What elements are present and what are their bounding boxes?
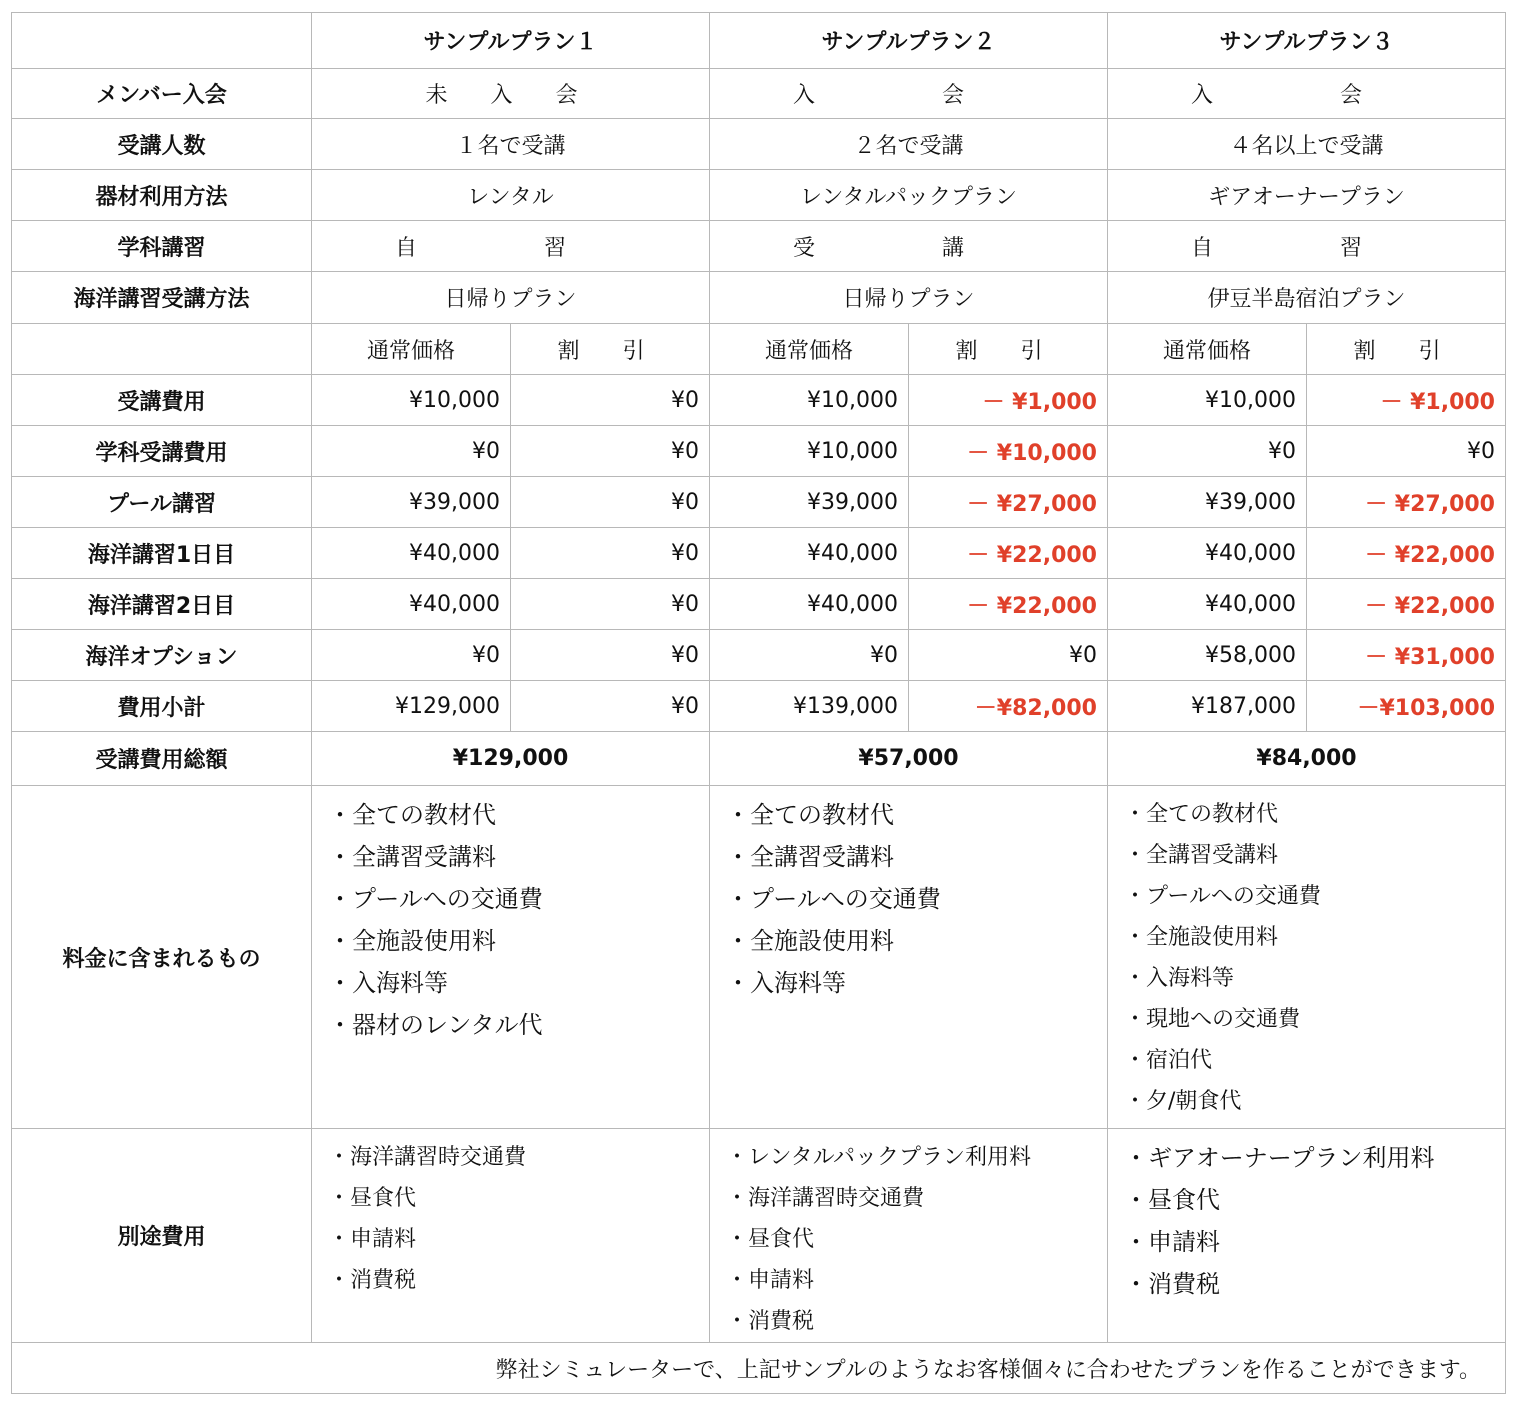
list-item: ・レンタルパックプラン利用料: [726, 1145, 1032, 1170]
regular-price-value: ¥0: [312, 426, 511, 477]
list-item: ・夕/朝食代: [1124, 1089, 1242, 1114]
discount-value: － ¥1,000: [909, 375, 1108, 426]
row-label: 海洋講習2日目: [12, 579, 312, 630]
plan-title: サンプルプラン３: [1108, 13, 1506, 69]
table-row: [12, 681, 1506, 732]
list-item: ・申請料: [1124, 1228, 1220, 1256]
corner-cell: [12, 13, 312, 69]
discount-value: ¥0: [511, 426, 710, 477]
list-item: ・ギアオーナープラン利用料: [1124, 1144, 1435, 1172]
list-item: ・プールへの交通費: [726, 885, 941, 913]
plan-title: サンプルプラン２: [710, 13, 1108, 69]
row-label: 受講費用: [12, 375, 312, 426]
plan-title: サンプルプラン１: [312, 13, 710, 69]
info-value: １名で受講: [312, 119, 710, 170]
included-list: [1108, 786, 1506, 1129]
list-item: ・入海料等: [328, 969, 448, 997]
list-item: ・海洋講習時交通費: [726, 1186, 925, 1211]
regular-price-value: ¥40,000: [710, 528, 909, 579]
row-label: 料金に含まれるもの: [12, 786, 312, 1129]
discount-value: － ¥22,000: [1307, 579, 1506, 630]
list-item: ・入海料等: [1124, 966, 1235, 991]
discount-value: － ¥22,000: [909, 528, 1108, 579]
row-label: 学科講習: [12, 221, 312, 272]
list-item: ・現地への交通費: [1124, 1007, 1301, 1032]
table-row: [12, 528, 1506, 579]
regular-price-header: 通常価格: [710, 324, 909, 375]
row-label: 海洋講習1日目: [12, 528, 312, 579]
regular-price-value: ¥10,000: [312, 375, 511, 426]
regular-price-value: ¥40,000: [312, 579, 511, 630]
regular-price-value: ¥40,000: [710, 579, 909, 630]
regular-price-value: ¥40,000: [312, 528, 511, 579]
table-row: [12, 69, 1506, 119]
discount-value: ¥0: [511, 477, 710, 528]
row-label: 受講人数: [12, 119, 312, 170]
list-item: ・プールへの交通費: [328, 885, 543, 913]
list-item: ・全ての教材代: [726, 801, 894, 829]
row-label: 海洋講習受講方法: [12, 272, 312, 324]
row-label: 器材利用方法: [12, 170, 312, 221]
included-list: [710, 786, 1108, 1129]
included-list: [312, 786, 710, 1129]
regular-price-value: ¥40,000: [1108, 528, 1307, 579]
list-item: ・消費税: [726, 1309, 815, 1334]
info-value: 未 入 会: [312, 69, 710, 119]
table-row: [12, 272, 1506, 324]
info-value: 入 会: [710, 69, 1108, 119]
table-row: [12, 732, 1506, 786]
discount-value: － ¥27,000: [1307, 477, 1506, 528]
regular-price-value: ¥0: [312, 630, 511, 681]
list-item: ・宿泊代: [1124, 1048, 1213, 1073]
list-item: ・全ての教材代: [328, 801, 496, 829]
discount-value: － ¥10,000: [909, 426, 1108, 477]
extra-cost-list: [1108, 1129, 1506, 1343]
info-value: ギアオーナープラン: [1108, 170, 1506, 221]
discount-header: 割 引: [511, 324, 710, 375]
discount-value: － ¥22,000: [1307, 528, 1506, 579]
list-item: ・消費税: [1124, 1270, 1220, 1298]
table-row: [12, 119, 1506, 170]
row-label: メンバー入会: [12, 69, 312, 119]
table-row: [12, 221, 1506, 272]
list-item: ・全ての教材代: [1124, 802, 1279, 827]
list-item: ・全施設使用料: [1124, 925, 1279, 950]
regular-price-value: ¥39,000: [710, 477, 909, 528]
empty-label-cell: [12, 324, 312, 375]
list-item: ・昼食代: [328, 1186, 417, 1211]
plan-comparison-table: [11, 12, 1506, 1394]
regular-price-value: ¥10,000: [710, 426, 909, 477]
info-value: ４名以上で受講: [1108, 119, 1506, 170]
regular-price-value: ¥39,000: [1108, 477, 1307, 528]
info-value: 伊豆半島宿泊プラン: [1108, 272, 1506, 324]
info-value: 受 講: [710, 221, 1108, 272]
info-value: 自 習: [312, 221, 710, 272]
discount-value: －¥82,000: [909, 681, 1108, 732]
list-item: ・海洋講習時交通費: [328, 1145, 527, 1170]
regular-price-value: ¥39,000: [312, 477, 511, 528]
table-row: [12, 375, 1506, 426]
regular-price-header: 通常価格: [1108, 324, 1307, 375]
table-body: [12, 13, 1506, 1394]
regular-price-value: ¥10,000: [710, 375, 909, 426]
list-item: ・昼食代: [726, 1227, 815, 1252]
info-value: レンタル: [312, 170, 710, 221]
info-value: 自 習: [1108, 221, 1506, 272]
discount-value: ¥0: [1307, 426, 1506, 477]
list-item: ・器材のレンタル代: [328, 1011, 543, 1039]
list-item: ・全講習受講料: [1124, 843, 1279, 868]
list-item: ・全施設使用料: [726, 927, 894, 955]
table-row: [12, 1343, 1506, 1394]
regular-price-value: ¥58,000: [1108, 630, 1307, 681]
total-amount: ¥57,000: [710, 732, 1108, 786]
row-label: プール講習: [12, 477, 312, 528]
table-row: [12, 324, 1506, 375]
extra-cost-list: [710, 1129, 1108, 1343]
info-value: 入 会: [1108, 69, 1506, 119]
table-row: [12, 13, 1506, 69]
footer-note: 弊社シミュレーターで、上記サンプルのようなお客様個々に合わせたプランを作ることができます。: [12, 1343, 1506, 1394]
info-value: 日帰りプラン: [312, 272, 710, 324]
list-item: ・申請料: [328, 1227, 417, 1252]
regular-price-value: ¥0: [1108, 426, 1307, 477]
info-value: レンタルパックプラン: [710, 170, 1108, 221]
table-row: [12, 630, 1506, 681]
discount-value: ¥0: [511, 681, 710, 732]
list-item: ・消費税: [328, 1268, 417, 1293]
row-label: 費用小計: [12, 681, 312, 732]
regular-price-value: ¥129,000: [312, 681, 511, 732]
discount-header: 割 引: [1307, 324, 1506, 375]
row-label: 別途費用: [12, 1129, 312, 1343]
list-item: ・申請料: [726, 1268, 815, 1293]
discount-header: 割 引: [909, 324, 1108, 375]
list-item: ・昼食代: [1124, 1186, 1220, 1214]
table-row: [12, 477, 1506, 528]
total-amount: ¥129,000: [312, 732, 710, 786]
info-value: 日帰りプラン: [710, 272, 1108, 324]
regular-price-value: ¥187,000: [1108, 681, 1307, 732]
table-row: [12, 170, 1506, 221]
discount-value: － ¥27,000: [909, 477, 1108, 528]
list-item: ・プールへの交通費: [1124, 884, 1321, 909]
regular-price-header: 通常価格: [312, 324, 511, 375]
discount-value: ¥0: [511, 528, 710, 579]
list-item: ・入海料等: [726, 969, 846, 997]
list-item: ・全講習受講料: [328, 843, 496, 871]
discount-value: － ¥1,000: [1307, 375, 1506, 426]
discount-value: ¥0: [511, 630, 710, 681]
list-item: ・全施設使用料: [328, 927, 496, 955]
list-item: ・全講習受講料: [726, 843, 894, 871]
table-row: [12, 1129, 1506, 1343]
discount-value: ¥0: [909, 630, 1108, 681]
table-row: [12, 426, 1506, 477]
discount-value: －¥103,000: [1307, 681, 1506, 732]
discount-value: － ¥22,000: [909, 579, 1108, 630]
regular-price-value: ¥0: [710, 630, 909, 681]
regular-price-value: ¥10,000: [1108, 375, 1307, 426]
info-value: ２名で受講: [710, 119, 1108, 170]
table-row: [12, 579, 1506, 630]
extra-cost-list: [312, 1129, 710, 1343]
row-label: 海洋オプション: [12, 630, 312, 681]
discount-value: － ¥31,000: [1307, 630, 1506, 681]
discount-value: ¥0: [511, 579, 710, 630]
row-label: 受講費用総額: [12, 732, 312, 786]
row-label: 学科受講費用: [12, 426, 312, 477]
table-row: [12, 786, 1506, 1129]
regular-price-value: ¥40,000: [1108, 579, 1307, 630]
regular-price-value: ¥139,000: [710, 681, 909, 732]
discount-value: ¥0: [511, 375, 710, 426]
total-amount: ¥84,000: [1108, 732, 1506, 786]
